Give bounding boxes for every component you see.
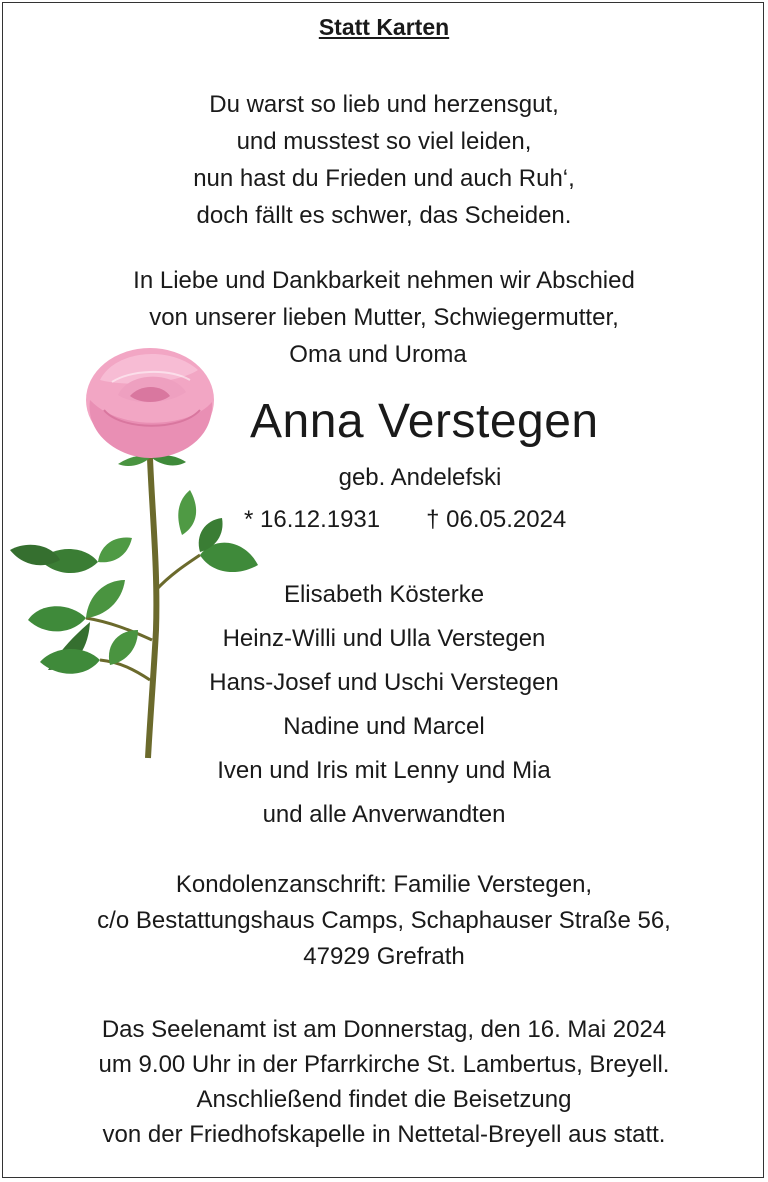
- address-line: Kondolenzanschrift: Familie Verstegen,: [175, 871, 593, 898]
- poem: [0, 86, 768, 234]
- service-line: von der Friedhofskapelle in Nettetal-Breyell aus statt.: [102, 1121, 666, 1148]
- service-line: um 9.00 Uhr in der Pfarrkirche St. Lambertus, Breyell.: [98, 1051, 670, 1078]
- condolence-address: [0, 867, 768, 975]
- service-details: [0, 1012, 768, 1152]
- family-member: Elisabeth Kösterke: [283, 581, 485, 608]
- intro-line: In Liebe und Dankbarkeit nehmen wir Abschied: [133, 267, 635, 294]
- family-list: [0, 573, 768, 837]
- poem-line: Du warst so lieb und herzensgut,: [209, 91, 559, 118]
- poem-line: und musstest so viel leiden,: [236, 128, 532, 155]
- death-date: † 06.05.2024: [426, 506, 567, 533]
- address-line: 47929 Grefrath: [303, 943, 465, 970]
- deceased-name: Anna Verstegen: [250, 395, 599, 448]
- birth-date: * 16.12.1931: [244, 506, 381, 533]
- family-member: Hans-Josef und Uschi Verstegen: [209, 669, 559, 696]
- service-line: Anschließend findet die Beisetzung: [196, 1086, 572, 1113]
- intro-line: Oma und Uroma: [289, 341, 467, 368]
- family-member: Heinz-Willi und Ulla Verstegen: [222, 625, 546, 652]
- family-member: Nadine und Marcel: [283, 713, 485, 740]
- family-member: und alle Anverwandten: [262, 801, 506, 828]
- notice-heading: Statt Karten: [318, 14, 450, 40]
- birth-name: geb. Andelefski: [338, 464, 502, 491]
- address-line: c/o Bestattungshaus Camps, Schaphauser Straße 56,: [97, 907, 671, 934]
- intro-line: von unserer lieben Mutter, Schwiegermutter,: [149, 304, 619, 331]
- life-dates: [244, 506, 644, 534]
- poem-line: doch fällt es schwer, das Scheiden.: [196, 202, 572, 229]
- service-line: Das Seelenamt ist am Donnerstag, den 16. Mai 2024: [101, 1016, 667, 1043]
- poem-line: nun hast du Frieden und auch Ruh‘,: [193, 165, 575, 192]
- family-member: Iven und Iris mit Lenny und Mia: [217, 757, 551, 784]
